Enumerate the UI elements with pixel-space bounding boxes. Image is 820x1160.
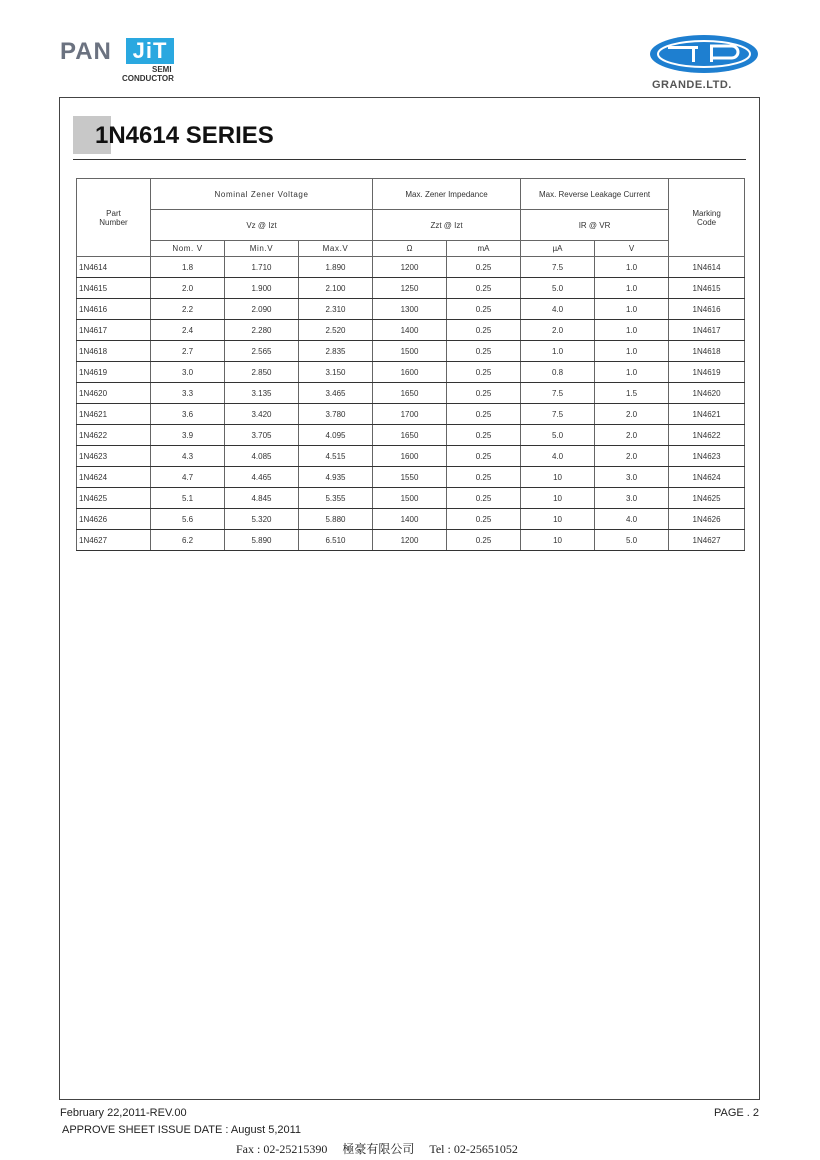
table-row: [77, 341, 745, 362]
logo-jit-text: JiT: [126, 38, 174, 64]
table-cell: 0.25: [447, 257, 521, 278]
table-cell: 1.5: [595, 383, 669, 404]
table-cell: 1600: [373, 362, 447, 383]
table-cell: 1.0: [595, 299, 669, 320]
table-cell: 1.0: [521, 341, 595, 362]
table-cell: 1.0: [595, 341, 669, 362]
table-cell: 0.25: [447, 362, 521, 383]
table-cell: 1N4614: [669, 257, 745, 278]
table-cell: 1.710: [225, 257, 299, 278]
table-cell: 3.9: [151, 425, 225, 446]
table-row: [77, 257, 745, 278]
header-marking-code: Marking Code: [669, 179, 745, 257]
table-cell: 4.465: [225, 467, 299, 488]
table-cell: 5.890: [225, 530, 299, 551]
table-cell: 1600: [373, 446, 447, 467]
logo-semi-text: SEMI: [152, 65, 172, 74]
table-cell: 10: [521, 509, 595, 530]
table-cell: 1.0: [595, 278, 669, 299]
table-cell: 1N4627: [669, 530, 745, 551]
table-cell: 1N4622: [77, 425, 151, 446]
header-nominal-zener-voltage: Nominal Zener Voltage: [151, 179, 373, 210]
table-cell: 1250: [373, 278, 447, 299]
table-cell: 1400: [373, 509, 447, 530]
table-cell: 5.1: [151, 488, 225, 509]
footer-revision-date: February 22,2011-REV.00: [60, 1107, 187, 1119]
table-cell: 1N4618: [669, 341, 745, 362]
table-cell: 1N4616: [77, 299, 151, 320]
table-cell: 1N4625: [77, 488, 151, 509]
panjit-logo: [60, 38, 180, 88]
table-cell: 5.880: [299, 509, 373, 530]
subheader-zzt: Zzt @ Izt: [373, 210, 521, 241]
table-cell: 1N4619: [669, 362, 745, 383]
table-cell: 3.0: [151, 362, 225, 383]
table-cell: 4.0: [521, 446, 595, 467]
table-row: [77, 383, 745, 404]
footer-contact-line: Fax : 02-25215390 極豪有限公司 Tel : 02-25651052: [236, 1142, 518, 1156]
table-row: [77, 467, 745, 488]
table-cell: 0.25: [447, 530, 521, 551]
table-row: [77, 299, 745, 320]
table-cell: 3.465: [299, 383, 373, 404]
table-cell: 10: [521, 488, 595, 509]
table-cell: 1N4627: [77, 530, 151, 551]
table-row: [77, 446, 745, 467]
unit-header: µA: [521, 241, 595, 257]
table-cell: 1200: [373, 257, 447, 278]
table-cell: 2.7: [151, 341, 225, 362]
table-cell: 3.150: [299, 362, 373, 383]
table-cell: 1N4622: [669, 425, 745, 446]
table-cell: 3.0: [595, 467, 669, 488]
table-cell: 5.320: [225, 509, 299, 530]
table-cell: 1.890: [299, 257, 373, 278]
table-cell: 10: [521, 467, 595, 488]
table-row: [77, 509, 745, 530]
table-cell: 1500: [373, 488, 447, 509]
table-cell: 5.0: [521, 425, 595, 446]
table-cell: 2.850: [225, 362, 299, 383]
table-cell: 1400: [373, 320, 447, 341]
table-cell: 0.25: [447, 509, 521, 530]
table-cell: 2.4: [151, 320, 225, 341]
table-cell: 1.900: [225, 278, 299, 299]
table-cell: 1200: [373, 530, 447, 551]
table-cell: 1N4620: [669, 383, 745, 404]
table-cell: 1N4618: [77, 341, 151, 362]
table-cell: 7.5: [521, 257, 595, 278]
table-cell: 5.355: [299, 488, 373, 509]
table-cell: 4.085: [225, 446, 299, 467]
table-row: [77, 362, 745, 383]
table-cell: 1.0: [595, 362, 669, 383]
table-cell: 3.135: [225, 383, 299, 404]
table-row: [77, 320, 745, 341]
table-cell: 7.5: [521, 404, 595, 425]
logo-conductor-text: CONDUCTOR: [122, 74, 174, 83]
title-divider: [73, 159, 746, 160]
table-cell: 2.0: [595, 425, 669, 446]
table-cell: 4.7: [151, 467, 225, 488]
grande-emblem-icon: [646, 34, 762, 78]
header-max-reverse-leakage: Max. Reverse Leakage Current: [521, 179, 669, 210]
table-cell: 4.095: [299, 425, 373, 446]
table-cell: 3.3: [151, 383, 225, 404]
unit-header: Min.V: [225, 241, 299, 257]
table-cell: 1N4626: [669, 509, 745, 530]
table-cell: 1.0: [595, 320, 669, 341]
table-cell: 2.2: [151, 299, 225, 320]
unit-header: mA: [447, 241, 521, 257]
table-cell: 1N4621: [77, 404, 151, 425]
table-cell: 1650: [373, 383, 447, 404]
table-cell: 3.6: [151, 404, 225, 425]
table-cell: 1300: [373, 299, 447, 320]
page-title: 1N4614 SERIES: [95, 122, 274, 149]
table-cell: 1N4623: [77, 446, 151, 467]
table-cell: 3.420: [225, 404, 299, 425]
spec-table: [76, 178, 745, 551]
logo-pan-text: PAN: [60, 38, 112, 65]
table-cell: 6.2: [151, 530, 225, 551]
table-cell: 1N4614: [77, 257, 151, 278]
unit-header: Max.V: [299, 241, 373, 257]
table-cell: 0.25: [447, 425, 521, 446]
table-cell: 1650: [373, 425, 447, 446]
table-cell: 1N4617: [77, 320, 151, 341]
unit-header: Ω: [373, 241, 447, 257]
table-cell: 4.935: [299, 467, 373, 488]
table-cell: 1700: [373, 404, 447, 425]
table-row: [77, 404, 745, 425]
table-cell: 2.0: [595, 446, 669, 467]
footer-page-number: PAGE . 2: [714, 1107, 760, 1119]
table-cell: 1N4621: [669, 404, 745, 425]
table-cell: 2.0: [521, 320, 595, 341]
table-cell: 1.0: [595, 257, 669, 278]
footer-approve-date: APPROVE SHEET ISSUE DATE : August 5,2011: [62, 1124, 302, 1136]
table-cell: 2.835: [299, 341, 373, 362]
table-cell: 6.510: [299, 530, 373, 551]
table-cell: 5.6: [151, 509, 225, 530]
table-cell: 1N4625: [669, 488, 745, 509]
table-cell: 2.0: [151, 278, 225, 299]
table-cell: 7.5: [521, 383, 595, 404]
table-cell: 0.25: [447, 278, 521, 299]
table-cell: 1N4619: [77, 362, 151, 383]
table-cell: 0.25: [447, 341, 521, 362]
table-cell: 2.100: [299, 278, 373, 299]
table-row: [77, 278, 745, 299]
table-cell: 0.8: [521, 362, 595, 383]
table-cell: 1N4616: [669, 299, 745, 320]
table-cell: 2.0: [595, 404, 669, 425]
table-cell: 2.310: [299, 299, 373, 320]
grande-logo-name: GRANDE.LTD.: [652, 79, 732, 91]
subheader-vz: Vz @ Izt: [151, 210, 373, 241]
table-row: [77, 425, 745, 446]
table-cell: 0.25: [447, 446, 521, 467]
table-cell: 1500: [373, 341, 447, 362]
unit-header: Nom. V: [151, 241, 225, 257]
header-part-number: Part Number: [77, 179, 151, 257]
table-cell: 2.090: [225, 299, 299, 320]
table-cell: 0.25: [447, 320, 521, 341]
table-cell: 2.520: [299, 320, 373, 341]
table-cell: 0.25: [447, 488, 521, 509]
table-cell: 5.0: [521, 278, 595, 299]
table-row: [77, 530, 745, 551]
table-cell: 1N4623: [669, 446, 745, 467]
spec-table-body: [77, 257, 745, 551]
table-cell: 1N4615: [77, 278, 151, 299]
table-cell: 1N4626: [77, 509, 151, 530]
table-cell: 2.280: [225, 320, 299, 341]
table-row: [77, 488, 745, 509]
grande-logo: [646, 34, 766, 94]
table-cell: 3.0: [595, 488, 669, 509]
table-cell: 2.565: [225, 341, 299, 362]
header-max-zener-impedance: Max. Zener Impedance: [373, 179, 521, 210]
table-cell: 4.0: [595, 509, 669, 530]
table-cell: 4.515: [299, 446, 373, 467]
table-cell: 0.25: [447, 383, 521, 404]
table-cell: 4.3: [151, 446, 225, 467]
table-cell: 1N4624: [669, 467, 745, 488]
table-cell: 1.8: [151, 257, 225, 278]
table-cell: 0.25: [447, 404, 521, 425]
table-cell: 1N4624: [77, 467, 151, 488]
table-cell: 4.0: [521, 299, 595, 320]
table-cell: 0.25: [447, 467, 521, 488]
subheader-ir: IR @ VR: [521, 210, 669, 241]
table-cell: 3.780: [299, 404, 373, 425]
unit-header: V: [595, 241, 669, 257]
table-cell: 10: [521, 530, 595, 551]
table-cell: 4.845: [225, 488, 299, 509]
table-cell: 5.0: [595, 530, 669, 551]
table-cell: 1550: [373, 467, 447, 488]
table-cell: 1N4620: [77, 383, 151, 404]
table-cell: 3.705: [225, 425, 299, 446]
table-cell: 1N4617: [669, 320, 745, 341]
table-cell: 1N4615: [669, 278, 745, 299]
table-cell: 0.25: [447, 299, 521, 320]
